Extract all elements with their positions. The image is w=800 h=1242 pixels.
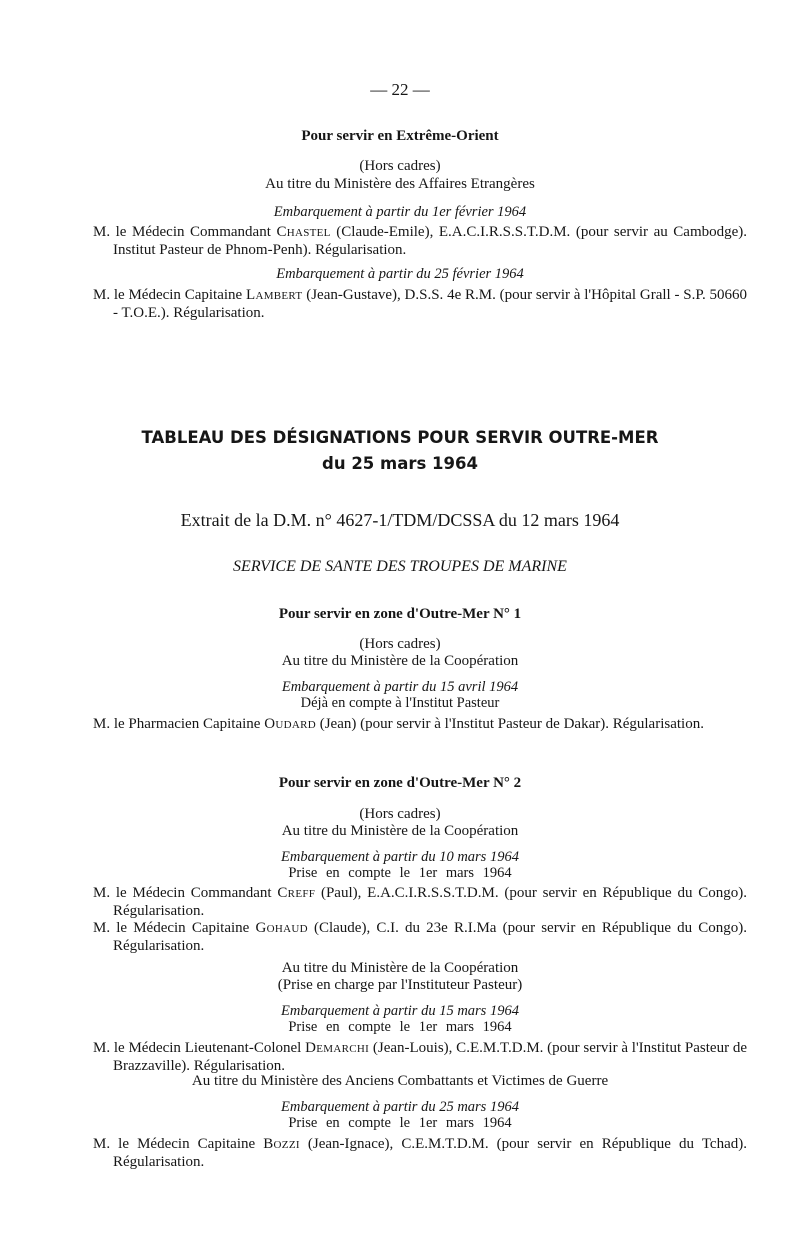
- extrait-reference: Extrait de la D.M. n° 4627-1/TDM/DCSSA du 12 mars 1964: [180, 510, 620, 530]
- ministry-title: Au titre du Ministère de la Coopération: [281, 823, 519, 839]
- zone-heading: Pour servir en zone d'Outre-Mer N° 2: [278, 775, 522, 791]
- compte-note: Déjà en compte à l'Institut Pasteur: [300, 695, 500, 711]
- page-number: — 22 —: [370, 80, 430, 99]
- service-name: SERVICE DE SANTE DES TROUPES DE MARINE: [233, 558, 567, 575]
- embarkation-date: Embarquement à partir du 10 mars 1964: [281, 849, 519, 865]
- zone-heading: Pour servir en zone d'Outre-Mer N° 1: [278, 606, 522, 622]
- designation-entry: M. le Pharmacien Capitaine Oudard (Jean) (pour servir à l'Institut Pasteur de Dakar). Régularisation.: [93, 716, 704, 732]
- compte-note: Prise en compte le 1er mars 1964: [288, 1115, 512, 1131]
- prise-en-charge: (Prise en charge par l'Instituteur Pasteur): [277, 977, 523, 993]
- embarkation-date: Embarquement à partir du 15 avril 1964: [281, 679, 519, 695]
- ministry-title: Au titre du Ministère des Affaires Etrangères: [265, 176, 535, 192]
- designation-entry: M. le Médecin Capitaine Bozzi (Jean-Ignace), C.E.M.T.D.M. (pour servir en République du Tchad). Régularisation.: [93, 1136, 747, 1170]
- designation-entry: M. le Médecin Commandant Chastel (Claude-Emile), E.A.C.I.R.S.S.T.D.M. (pour servir au Cambodge). Institut Pasteur de Phnom-Penh). Régularisation.: [93, 224, 748, 258]
- tableau-date: du 25 mars 1964: [322, 454, 478, 473]
- ministry-title: Au titre du Ministère de la Coopération: [281, 960, 519, 976]
- hors-cadres: (Hors cadres): [359, 806, 441, 822]
- designation-entry: M. le Médecin Capitaine Lambert (Jean-Gustave), D.S.S. 4e R.M. (pour servir à l'Hôpital Grall - S.P. 50660 - T.O.E.). Régularisation.: [93, 287, 748, 321]
- ministry-title: Au titre du Ministère de la Coopération: [281, 653, 519, 669]
- embarkation-date: Embarquement à partir du 1er février 1964: [273, 204, 527, 220]
- compte-note: Prise en compte le 1er mars 1964: [288, 865, 512, 881]
- designation-entry: M. le Médecin Lieutenant-Colonel Demarchi (Jean-Louis), C.E.M.T.D.M. (pour servir à l'Institut Pasteur de Brazzaville). Régularisation.: [93, 1040, 748, 1074]
- embarkation-date: Embarquement à partir du 25 février 1964: [276, 266, 524, 282]
- compte-note: Prise en compte le 1er mars 1964: [288, 1019, 512, 1035]
- embarkation-date: Embarquement à partir du 15 mars 1964: [281, 1003, 519, 1019]
- ministry-title: Au titre du Ministère des Anciens Combattants et Victimes de Guerre: [191, 1073, 609, 1089]
- embarkation-date: Embarquement à partir du 25 mars 1964: [281, 1099, 519, 1115]
- section-heading: Pour servir en Extrême-Orient: [301, 128, 499, 144]
- designation-entry: M. le Médecin Commandant Creff (Paul), E.A.C.I.R.S.S.T.D.M. (pour servir en République du Congo). Régularisation.: [93, 885, 748, 919]
- tableau-title: TABLEAU DES DÉSIGNATIONS POUR SERVIR OUTRE-MER: [141, 428, 659, 447]
- hors-cadres: (Hors cadres): [359, 158, 441, 174]
- hors-cadres: (Hors cadres): [359, 636, 441, 652]
- designation-entry: M. le Médecin Capitaine Gohaud (Claude), C.I. du 23e R.I.Ma (pour servir en République du Congo). Régularisation.: [93, 920, 748, 954]
